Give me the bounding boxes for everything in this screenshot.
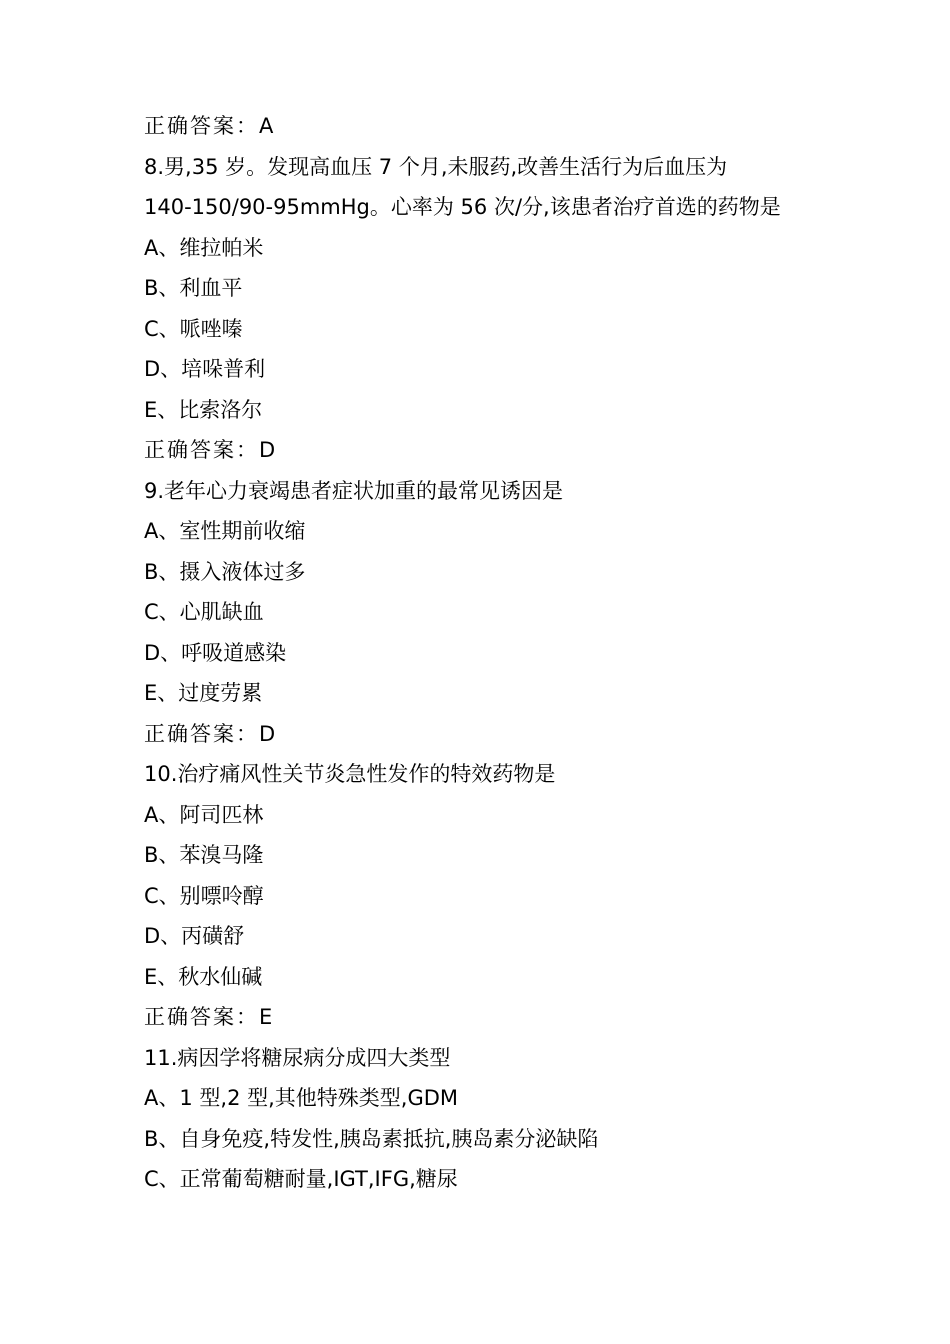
question-text: 10.治疗痛风性关节炎急性发作的特效药物是 bbox=[144, 762, 556, 786]
option-text: A、阿司匹林 bbox=[144, 802, 264, 827]
option-text: A、室性期前收缩 bbox=[144, 519, 306, 543]
answer-line bbox=[144, 997, 824, 1038]
option-text: B、自身免疫,特发性,胰岛素抵抗,胰岛素分泌缺陷 bbox=[144, 1126, 599, 1151]
option-text: E、比索洛尔 bbox=[144, 397, 263, 422]
option-text: C、哌唑嗪 bbox=[144, 316, 243, 341]
option-text: A、维拉帕米 bbox=[144, 235, 264, 260]
option-text: C、正常葡萄糖耐量,IGT,IFG,糖尿 bbox=[144, 1167, 458, 1191]
option-text: E、过度劳累 bbox=[144, 681, 263, 705]
option-text: B、摄入液体过多 bbox=[144, 559, 306, 584]
answer-label: 正确答案： bbox=[144, 1005, 259, 1029]
answer-line bbox=[144, 714, 824, 755]
document-content bbox=[144, 106, 824, 1200]
option-text: B、利血平 bbox=[144, 276, 243, 300]
question-text: 140-150/90-95mmHg。心率为 56 次/分,该患者治疗首选的药物是 bbox=[144, 195, 781, 219]
question-text: 9.老年心力衰竭患者症状加重的最常见诱因是 bbox=[144, 478, 564, 503]
answer-label: 正确答案： bbox=[144, 114, 259, 138]
option-text: C、别嘌呤醇 bbox=[144, 883, 264, 908]
answer-value: D bbox=[259, 438, 276, 462]
question-text: 8.男,35 岁。发现高血压 7 个月,未服药,改善生活行为后血压为 bbox=[144, 154, 728, 179]
option-text: B、苯溴马隆 bbox=[144, 843, 264, 867]
answer-line bbox=[144, 430, 824, 471]
option-text: D、培哚普利 bbox=[144, 357, 266, 381]
option-text: A、1 型,2 型,其他特殊类型,GDM bbox=[144, 1086, 459, 1110]
option-text: D、丙磺舒 bbox=[144, 924, 245, 948]
answer-value: E bbox=[259, 1005, 273, 1029]
answer-value: D bbox=[259, 721, 276, 746]
option-text: E、秋水仙碱 bbox=[144, 964, 263, 989]
option-text: C、心肌缺血 bbox=[144, 600, 264, 624]
answer-line bbox=[144, 106, 824, 147]
question-text: 11.病因学将糖尿病分成四大类型 bbox=[144, 1045, 451, 1070]
answer-value: A bbox=[259, 114, 274, 138]
option-text: D、呼吸道感染 bbox=[144, 640, 287, 665]
answer-label: 正确答案： bbox=[144, 721, 259, 746]
answer-label: 正确答案： bbox=[144, 438, 259, 462]
